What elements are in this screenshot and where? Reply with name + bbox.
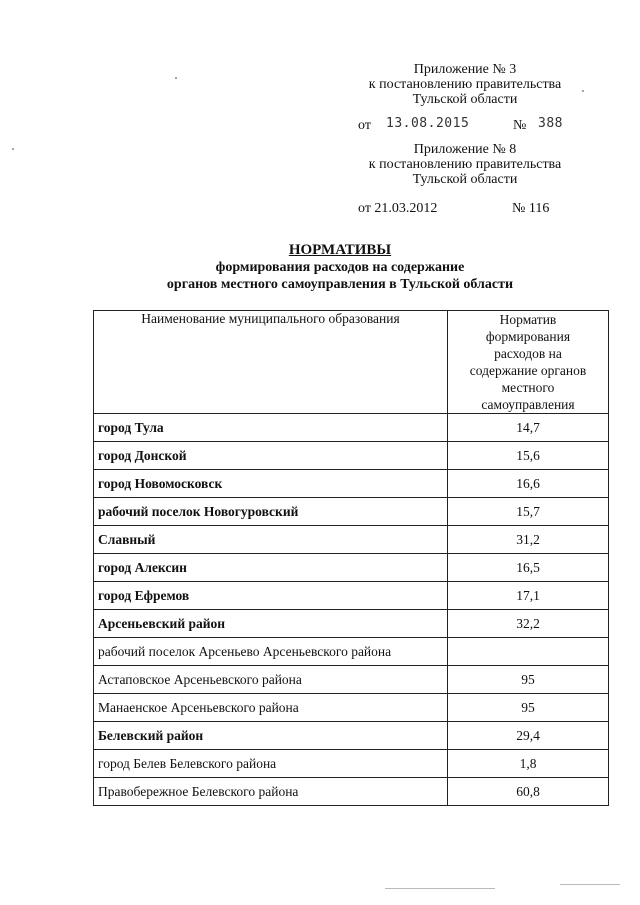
table-row: [94, 722, 609, 750]
row-name-cell: город Тула: [94, 414, 448, 442]
appendix8-date-line: от 21.03.2012: [358, 201, 438, 216]
appendix3-from-label: от: [358, 118, 371, 133]
appendix3-number: 388: [538, 116, 563, 131]
row-name-cell: Арсеньевский район: [94, 610, 448, 638]
column-header-value-line: содержание органов: [469, 363, 587, 378]
table-row: [94, 778, 609, 806]
row-value-cell: 60,8: [448, 778, 609, 806]
appendix8-number-line: № 116: [512, 201, 550, 216]
table-row: [94, 554, 609, 582]
row-name-cell: город Ефремов: [94, 582, 448, 610]
scan-speck: [12, 148, 14, 150]
appendix8-line2: к постановлению правительства: [368, 157, 562, 172]
appendix8-title: Приложение № 8: [413, 142, 517, 157]
appendix3-title: Приложение № 3: [413, 62, 517, 77]
row-value-cell: 16,6: [448, 470, 609, 498]
norms-table: [93, 310, 609, 806]
row-name-cell: Правобережное Белевского района: [94, 778, 448, 806]
column-header-value-line: местного: [501, 380, 555, 395]
appendix3-line2: к постановлению правительства: [368, 77, 562, 92]
scan-noise-line: [385, 888, 495, 889]
table-row: [94, 526, 609, 554]
row-name-cell: Астаповское Арсеньевского района: [94, 666, 448, 694]
document-subtitle-2: органов местного самоуправления в Тульской области: [166, 277, 514, 292]
column-header-value: [448, 311, 609, 414]
row-value-cell: [448, 638, 609, 666]
row-value-cell: 29,4: [448, 722, 609, 750]
row-name-cell: Манаенское Арсеньевского района: [94, 694, 448, 722]
row-value-cell: 1,8: [448, 750, 609, 778]
document-subtitle-1: формирования расходов на содержание: [215, 260, 465, 275]
row-value-cell: 95: [448, 666, 609, 694]
table-row: [94, 610, 609, 638]
table-row: [94, 638, 609, 666]
appendix3-num-label: №: [513, 118, 527, 133]
table-body: [94, 414, 609, 806]
scan-noise-line: [560, 884, 620, 885]
scan-speck: [582, 90, 584, 92]
document-title: НОРМАТИВЫ: [288, 242, 392, 258]
table-row: [94, 694, 609, 722]
table-row: [94, 414, 609, 442]
row-name-cell: город Белев Белевского района: [94, 750, 448, 778]
row-value-cell: 16,5: [448, 554, 609, 582]
table-row: [94, 750, 609, 778]
table-row: [94, 470, 609, 498]
row-name-cell: Белевский район: [94, 722, 448, 750]
row-value-cell: 14,7: [448, 414, 609, 442]
row-name-cell: город Донской: [94, 442, 448, 470]
column-header-value-line: самоуправления: [481, 397, 575, 412]
scan-speck: [175, 77, 177, 79]
row-value-cell: 15,6: [448, 442, 609, 470]
row-name-cell: рабочий поселок Новогуровский: [94, 498, 448, 526]
row-name-cell: рабочий поселок Арсеньево Арсеньевского района: [94, 638, 448, 666]
column-header-value-line: Норматив: [499, 312, 557, 327]
row-value-cell: 17,1: [448, 582, 609, 610]
table-row: [94, 582, 609, 610]
column-header-name: Наименование муниципального образования: [94, 311, 448, 414]
table-row: [94, 498, 609, 526]
appendix8-block: [355, 142, 575, 187]
row-value-cell: 31,2: [448, 526, 609, 554]
table-row: [94, 666, 609, 694]
column-header-value-line: формирования: [485, 329, 571, 344]
document-title-block: [90, 242, 590, 293]
row-value-cell: 15,7: [448, 498, 609, 526]
row-value-cell: 32,2: [448, 610, 609, 638]
table-header-row: [94, 311, 609, 414]
appendix8-line3: Тульской области: [412, 172, 518, 187]
row-name-cell: город Новомосковск: [94, 470, 448, 498]
row-name-cell: Славный: [94, 526, 448, 554]
column-header-value-line: расходов на: [494, 346, 562, 361]
appendix3-date: 13.08.2015: [386, 116, 470, 131]
row-name-cell: город Алексин: [94, 554, 448, 582]
appendix3-line3: Тульской области: [412, 92, 518, 107]
row-value-cell: 95: [448, 694, 609, 722]
appendix3-block: [355, 62, 575, 107]
table-row: [94, 442, 609, 470]
